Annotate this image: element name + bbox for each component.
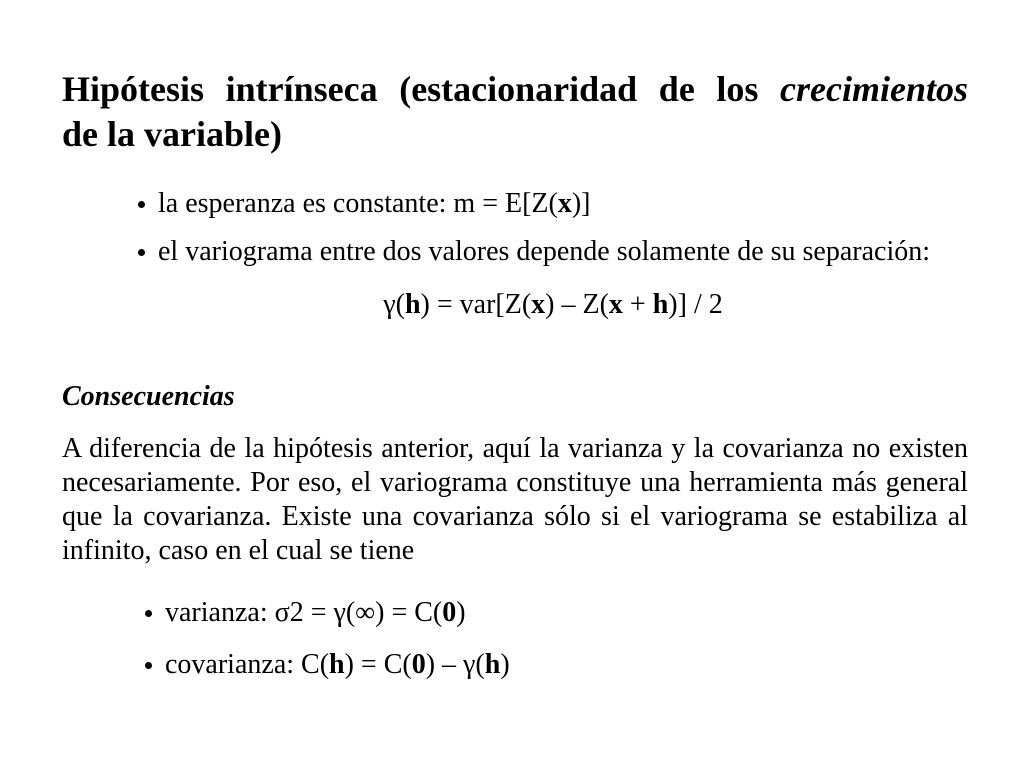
formula-text: + bbox=[622, 289, 653, 320]
formula-text-bold: h bbox=[404, 289, 421, 320]
bullet-text-bold: x bbox=[557, 188, 572, 219]
formula-text: ) = var[Z( bbox=[420, 289, 532, 320]
bullet-text-bold: 0 bbox=[442, 597, 457, 628]
formula-text: γ( bbox=[383, 289, 405, 320]
formula-text-bold: x bbox=[608, 289, 623, 320]
bullet-text: ) = C( bbox=[344, 649, 412, 680]
formula-text-bold: x bbox=[531, 289, 546, 320]
bullet-icon bbox=[145, 610, 152, 617]
title-text: Hipótesis intrínseca (estacionaridad de los bbox=[62, 69, 781, 109]
bullet-text: la esperanza es constante: m = E[Z( bbox=[158, 188, 558, 219]
formula-text: ) – Z( bbox=[545, 289, 609, 320]
slide-title-line-1 bbox=[62, 66, 968, 112]
consequences-heading: Consecuencias bbox=[62, 381, 235, 412]
bullet-text: ) bbox=[500, 649, 510, 680]
bullet-text: ) – γ( bbox=[425, 649, 485, 680]
variogram-formula bbox=[138, 288, 968, 322]
bullet-expected-value bbox=[138, 187, 591, 221]
bullet-text: covarianza: C( bbox=[165, 649, 330, 680]
title-text: de la variable) bbox=[62, 114, 282, 154]
formula-text: )] / 2 bbox=[668, 289, 723, 320]
bullet-text-bold: h bbox=[484, 649, 501, 680]
bullet-icon bbox=[138, 201, 145, 208]
bullet-icon bbox=[138, 249, 145, 256]
consequences-paragraph: A diferencia de la hipótesis anterior, aquí la varianza y la covarianza no existen necesariamente. Por eso, el variograma constituye una herramienta más general que la covarianza. Existe una covarianza sólo si el variograma se estabiliza al infinito, caso en el cual se tiene bbox=[62, 433, 968, 566]
title-emphasis-text: crecimientos bbox=[780, 69, 968, 109]
formula-text-bold: h bbox=[652, 289, 669, 320]
bullet-text: varianza: σ2 = γ(∞) = C( bbox=[165, 597, 443, 628]
bullet-variance bbox=[145, 596, 466, 630]
bullet-variogram bbox=[138, 235, 930, 269]
bullet-text-bold: 0 bbox=[411, 649, 426, 680]
bullet-icon bbox=[145, 662, 152, 669]
bullet-text: el variograma entre dos valores depende solamente de su separación: bbox=[158, 236, 931, 267]
bullet-text-bold: h bbox=[329, 649, 345, 680]
bullet-text: ) bbox=[456, 597, 466, 628]
bullet-covariance bbox=[145, 648, 510, 682]
bullet-text: )] bbox=[571, 188, 591, 219]
slide-title-line-2 bbox=[62, 111, 968, 157]
